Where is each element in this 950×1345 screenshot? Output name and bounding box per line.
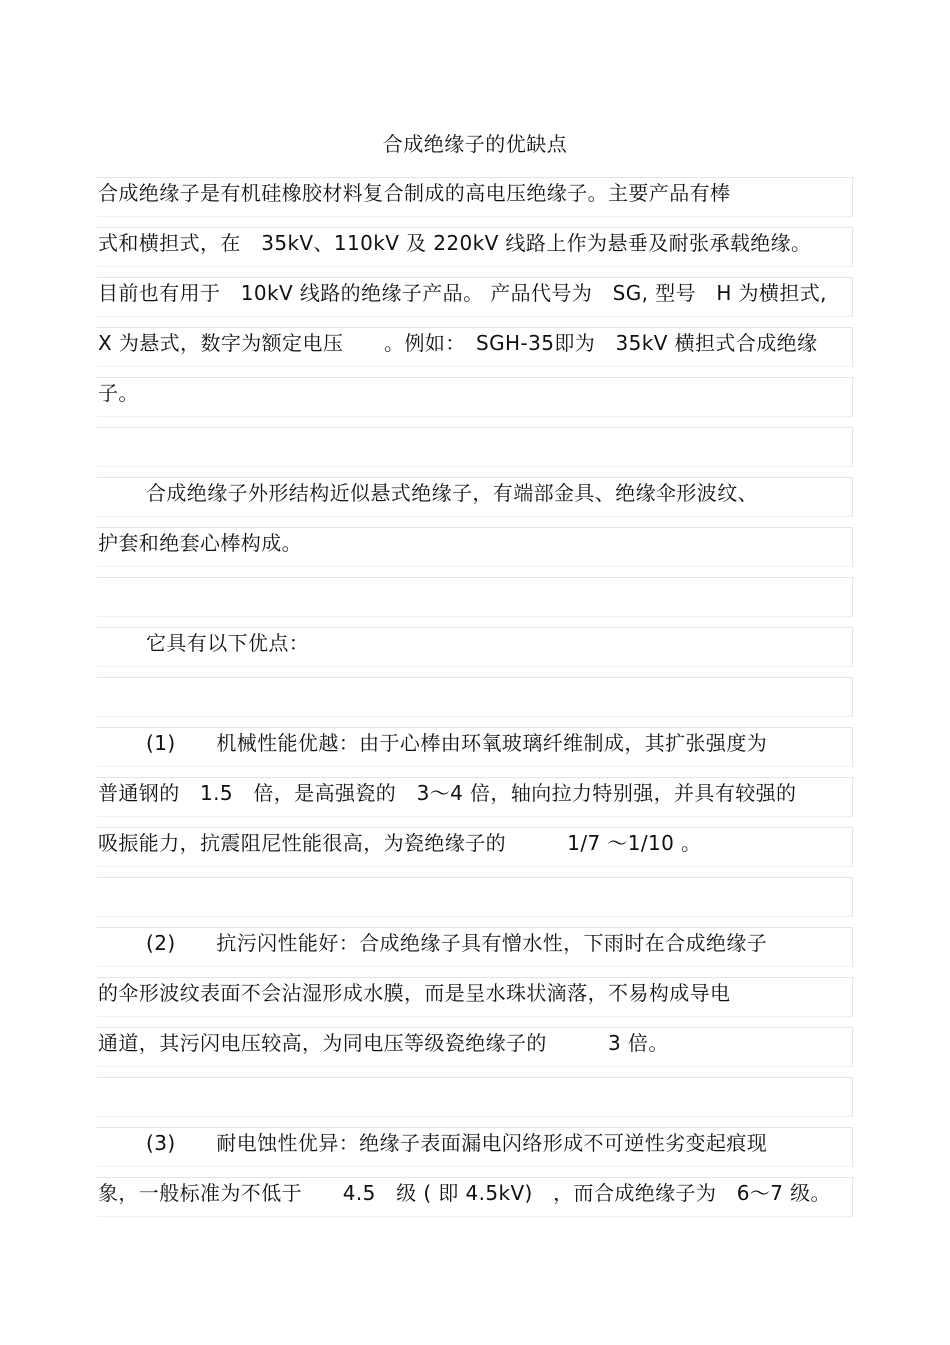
structure-line-1: 合成绝缘子外形结构近似悬式绝缘子，有端部金具、绝缘伞形波纹、 — [146, 481, 758, 505]
grid-row — [97, 427, 853, 467]
grid-row — [97, 877, 853, 917]
item1-line-3: 吸振能力，抗震阻尼性能很高，为瓷绝缘子的 1/7 ～1/10 。 — [98, 831, 702, 855]
item3-line-2: 象，一般标准为不低于 4.5 级 ( 即 4.5kV) ，而合成绝缘子为 6～7 级。 — [98, 1181, 831, 1205]
structure-line-2: 护套和绝套心棒构成。 — [98, 531, 302, 555]
item2-line-3: 通道，其污闪电压较高，为同电压等级瓷绝缘子的 3 倍。 — [98, 1031, 669, 1055]
grid-row — [97, 1077, 853, 1117]
item2-line-1: (2) 抗污闪性能好：合成绝缘子具有憎水性，下雨时在合成绝缘子 — [146, 931, 768, 955]
document-title: 合成绝缘子的优缺点 — [382, 132, 568, 156]
grid-row — [97, 677, 853, 717]
item1-line-1: (1) 机械性能优越：由于心棒由环氧玻璃纤维制成，其扩张强度为 — [146, 731, 768, 755]
intro-line-3: 目前也有用于 10kV 线路的绝缘子产品。 产品代号为 SG, 型号 H 为横担式, — [98, 281, 827, 305]
intro-line-5: 子。 — [98, 381, 139, 405]
grid-row — [97, 577, 853, 617]
intro-line-2: 式和横担式，在 35kV、110kV 及 220kV 线路上作为悬垂及耐张承载绝缘。 — [98, 231, 812, 255]
advantages-intro: 它具有以下优点： — [146, 631, 310, 655]
intro-line-4: X 为悬式，数字为额定电压 。例如： SGH-35即为 35kV 横担式合成绝缘 — [98, 331, 818, 355]
grid-row — [97, 377, 853, 417]
item3-line-1: (3) 耐电蚀性优异：绝缘子表面漏电闪络形成不可逆性劣变起痕现 — [146, 1131, 768, 1155]
item1-line-2: 普通钢的 1.5 倍，是高强瓷的 3～4 倍，轴向拉力特别强，并具有较强的 — [98, 781, 797, 805]
intro-line-1: 合成绝缘子是有机硅橡胶材料复合制成的高电压绝缘子。主要产品有棒 — [98, 181, 731, 205]
item2-line-2: 的伞形波纹表面不会沾湿形成水膜，而是呈水珠状滴落，不易构成导电 — [98, 981, 731, 1005]
